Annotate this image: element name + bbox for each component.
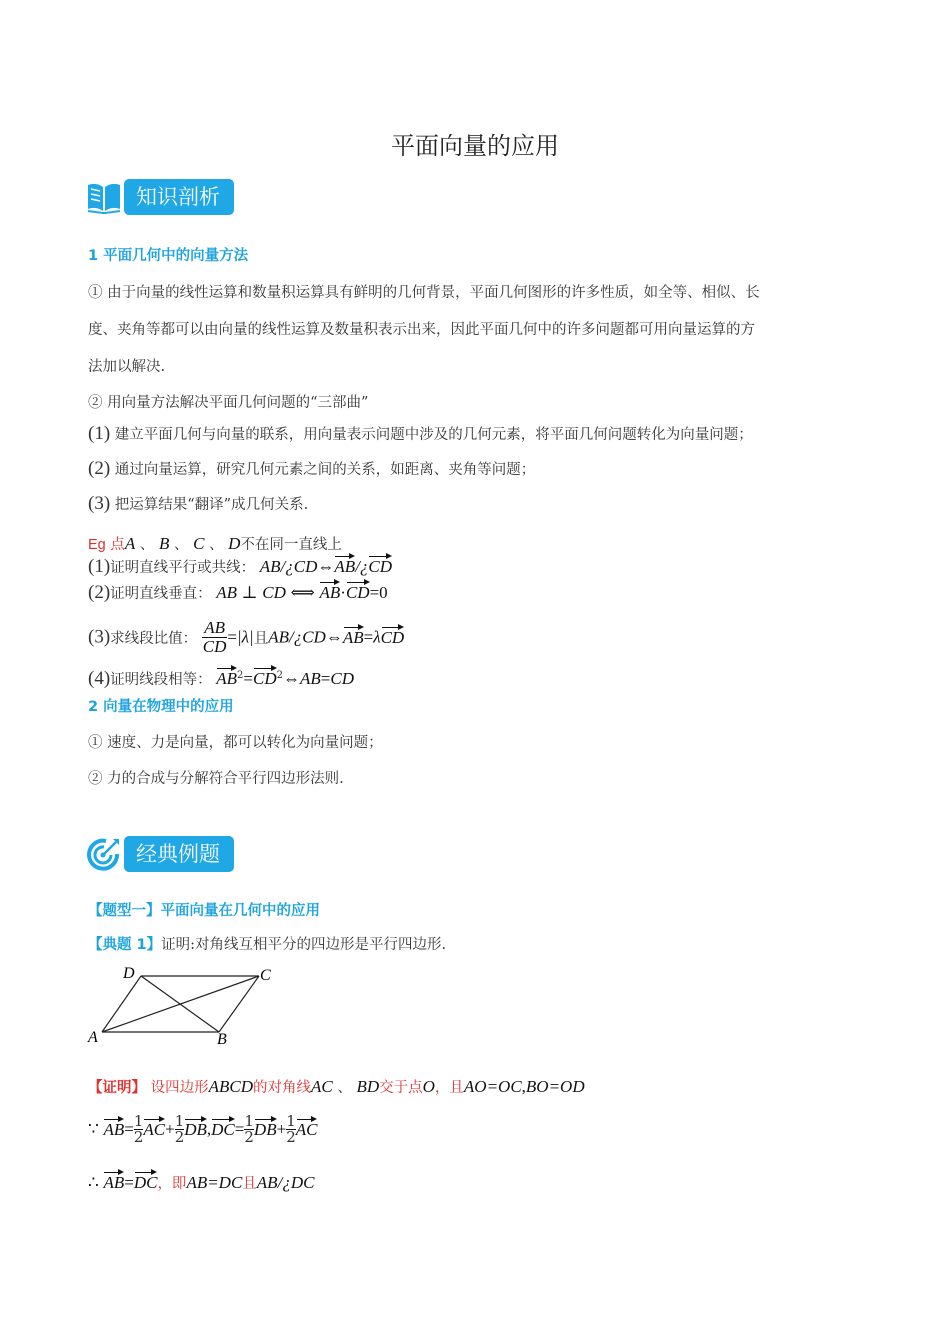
eg2-zero: 0 [379, 583, 388, 602]
b-half3-num: 1 [244, 1112, 254, 1130]
eg2-vec-AB: AB [319, 583, 341, 602]
parallelogram-figure [86, 962, 286, 1052]
eg-point-word: 点 [110, 537, 125, 553]
t-ineq: ¿ [282, 1173, 291, 1192]
eg-sep3: 、 [209, 537, 224, 553]
eg2-lrarrow: ⟺ [290, 583, 315, 602]
eg-B: B [158, 534, 170, 553]
eg1-vec-CD: CD [368, 557, 393, 576]
step-2 [88, 458, 535, 480]
proof-BO-OD: BO=OD [525, 1077, 585, 1096]
t-DC: DC [290, 1173, 315, 1192]
eg-A: A [124, 534, 136, 553]
step-1-num: (1) [88, 423, 111, 444]
eg3-fraction [202, 619, 228, 656]
eg3-and: 且 [253, 631, 269, 647]
b-half-1 [134, 1114, 144, 1145]
eg-item-2 [88, 582, 388, 604]
eg-item1-text: 证明直线平行或共线： [110, 560, 256, 576]
t-slash: / [277, 1173, 283, 1192]
eg-item-1 [88, 556, 392, 578]
b-plus1: + [165, 1119, 175, 1139]
proof-AC: AC [311, 1077, 333, 1096]
dian-text: 证明:对角线互相平分的四边形是平行四边形. [161, 937, 447, 953]
eg2-eq: = [369, 583, 380, 602]
eg4-sq2: 2 [276, 670, 284, 682]
target-icon [86, 836, 122, 872]
b-half-3 [244, 1114, 254, 1145]
eg-sep1: 、 [139, 537, 155, 553]
eg3-ineq: ¿ [293, 627, 303, 647]
section2-p2: ② 力的合成与分解符合平行四边形法则. [88, 771, 344, 787]
eg-item2-text: 证明直线垂直： [110, 586, 212, 602]
section1-heading: 1 平面几何中的向量方法 [88, 248, 249, 264]
eg-item2-num: (2) [88, 582, 111, 603]
eg4-CD: CD [330, 669, 355, 688]
because-line [88, 1114, 317, 1145]
step-2-text: 通过向量运算，研究几何元素之间的关系，如距离、夹角等问题； [114, 462, 536, 478]
label-C: C [260, 967, 271, 984]
eg-item4-num: (4) [88, 668, 111, 689]
eg-item-4 [88, 668, 354, 690]
eg4-vec-CD: CD [253, 669, 277, 688]
t-eq: = [124, 1173, 134, 1192]
banner-knowledge [86, 179, 236, 215]
eg1-slash: / [280, 557, 286, 576]
b-eq2: = [234, 1119, 245, 1139]
eg3-abs-lambda: |λ| [236, 627, 254, 647]
b-vec-AB: AB [103, 1119, 125, 1139]
b-half1-den: 2 [133, 1128, 144, 1146]
proof-text2: 的对角线 [253, 1080, 311, 1096]
eg1-CD: CD [293, 557, 318, 576]
dian-line [88, 933, 446, 954]
proof-sep: 、 [337, 1080, 352, 1096]
eg3-CD: CD [302, 627, 326, 647]
b-half4-num: 1 [286, 1112, 296, 1130]
diag-BD [141, 976, 219, 1032]
para2: ② 用向量方法解决平面几何问题的“三部曲” [88, 395, 369, 411]
proof-O: O [422, 1077, 435, 1096]
eg4-sq1: 2 [237, 670, 244, 682]
dian-label: 【典题 1】 [88, 937, 162, 953]
eg3-lambda: λ [373, 627, 381, 647]
label-A: A [88, 1029, 98, 1046]
eg2-dot: · [340, 583, 346, 602]
eg-tail: 不在同一直线上 [240, 537, 342, 553]
book-icon [86, 179, 122, 215]
eg-item-3 [88, 619, 404, 656]
proof-BD: BD [356, 1077, 380, 1096]
b-vec-DC: DC [211, 1119, 235, 1139]
b-half-2 [175, 1114, 185, 1145]
eg2-CD: CD [262, 583, 286, 602]
therefore-symbol: ∴ [88, 1173, 99, 1192]
label-B: B [217, 1031, 227, 1048]
proof-text1: 设四边形 [150, 1080, 209, 1096]
b-eq1: = [124, 1119, 134, 1139]
section2-heading: 2 向量在物理中的应用 [88, 699, 234, 715]
proof-AO-OC: AO=OC [463, 1077, 522, 1096]
eg1-ineq: ¿ [285, 557, 294, 576]
step-2-num: (2) [88, 458, 111, 479]
banner-examples [86, 836, 236, 872]
eg2-perp: ⊥ [241, 583, 258, 602]
proof-label: 【证明】 [88, 1080, 146, 1096]
para1-line1: ① 由于向量的线性运算和数量积运算具有鲜明的几何背景，平面几何图形的许多性质，如全等、相似、长 [88, 285, 760, 301]
t-AB-DC: AB=DC [186, 1173, 243, 1192]
eg4-vec-AB: AB [216, 669, 238, 688]
step-3 [88, 493, 308, 515]
t-qie: 且 [242, 1176, 257, 1192]
proof-line [88, 1076, 585, 1097]
b-half3-den: 2 [244, 1128, 254, 1146]
t-ji: ，即 [157, 1176, 187, 1192]
label-D: D [123, 965, 135, 982]
eg-tag: Eg [88, 537, 106, 553]
eg3-vec-AB: AB [342, 627, 364, 647]
therefore-line [88, 1172, 314, 1193]
b-plus2: + [276, 1119, 287, 1139]
eg1-vec-AB: AB [334, 557, 356, 576]
b-vec-AC: AC [143, 1119, 166, 1139]
eg1-ineq2: ¿ [359, 557, 369, 576]
eg1-slash2: / [355, 557, 360, 576]
edge-DA [102, 976, 141, 1032]
b-half-4 [286, 1114, 296, 1145]
eg3-eq: = [227, 627, 237, 647]
eg3-frac-num: AB [202, 619, 228, 638]
b-vec-AC2: AC [295, 1119, 318, 1139]
eg-sep2: 、 [173, 537, 189, 553]
t-vec-DC: DC [133, 1173, 158, 1192]
t-AB: AB [256, 1173, 278, 1192]
eg2-AB: AB [216, 583, 238, 602]
t-vec-AB: AB [103, 1173, 125, 1192]
step-1 [88, 423, 753, 445]
eg3-slash: / [288, 627, 294, 647]
b-half2-num: 1 [174, 1112, 185, 1130]
eg3-vec-CD: CD [380, 627, 405, 647]
proof-text4: ，且 [434, 1080, 464, 1096]
step-1-text: 建立平面几何与向量的联系，用向量表示问题中涉及的几何元素，将平面几何问题转化为向量问题； [114, 427, 753, 443]
b-half4-den: 2 [286, 1128, 296, 1146]
example-type-label: 【题型一】平面向量在几何中的应用 [88, 903, 320, 919]
eg-D: D [228, 534, 241, 553]
b-half2-den: 2 [174, 1128, 185, 1146]
eg2-vec-CD: CD [345, 583, 370, 602]
proof-ABCD: ABCD [208, 1077, 253, 1096]
section2-p1: ① 速度、力是向量，都可以转化为向量问题； [88, 735, 383, 751]
eg3-iff: ⇔ [325, 627, 343, 647]
eg-line [88, 533, 342, 554]
proof-text3: 交于点 [379, 1080, 423, 1096]
b-half1-num: 1 [133, 1112, 144, 1130]
b-comma: , [206, 1119, 212, 1139]
banner-knowledge-label: 知识剖析 [124, 179, 234, 215]
eg4-eq2: = [320, 669, 331, 688]
eg3-eq2: = [363, 627, 374, 647]
eg-item3-num: (3) [88, 626, 111, 648]
para1-line2: 度、夹角等都可以由向量的线性运算及数量积表示出来，因此平面几何中的许多问题都可用向量运算的方 [88, 322, 755, 338]
eg1-AB: AB [259, 557, 281, 576]
eg3-AB: AB [268, 627, 289, 647]
eg4-AB: AB [300, 669, 321, 688]
eg-item1-num: (1) [88, 556, 111, 577]
eg3-frac-den: CD [202, 637, 227, 656]
b-vec-DB: DB [184, 1119, 207, 1139]
eg-item3-text: 求线段比值： [110, 631, 198, 647]
b-vec-DB2: DB [253, 1119, 277, 1139]
eg-C: C [193, 534, 205, 553]
eg1-iff: ⇔ [317, 557, 335, 576]
edge-BC [219, 976, 259, 1032]
step-3-text: 把运算结果“翻译”成几何关系. [114, 497, 309, 513]
because-symbol: ∵ [88, 1119, 99, 1139]
page-title: 平面向量的应用 [391, 132, 559, 160]
banner-examples-label: 经典例题 [124, 836, 234, 872]
eg-item4-text: 证明线段相等： [110, 672, 212, 688]
eg4-iff: ⇔ [283, 669, 301, 688]
step-3-num: (3) [88, 493, 111, 514]
para1-line3: 法加以解决. [88, 359, 166, 375]
eg4-eq: = [243, 669, 254, 688]
proof-comma: , [521, 1077, 526, 1096]
